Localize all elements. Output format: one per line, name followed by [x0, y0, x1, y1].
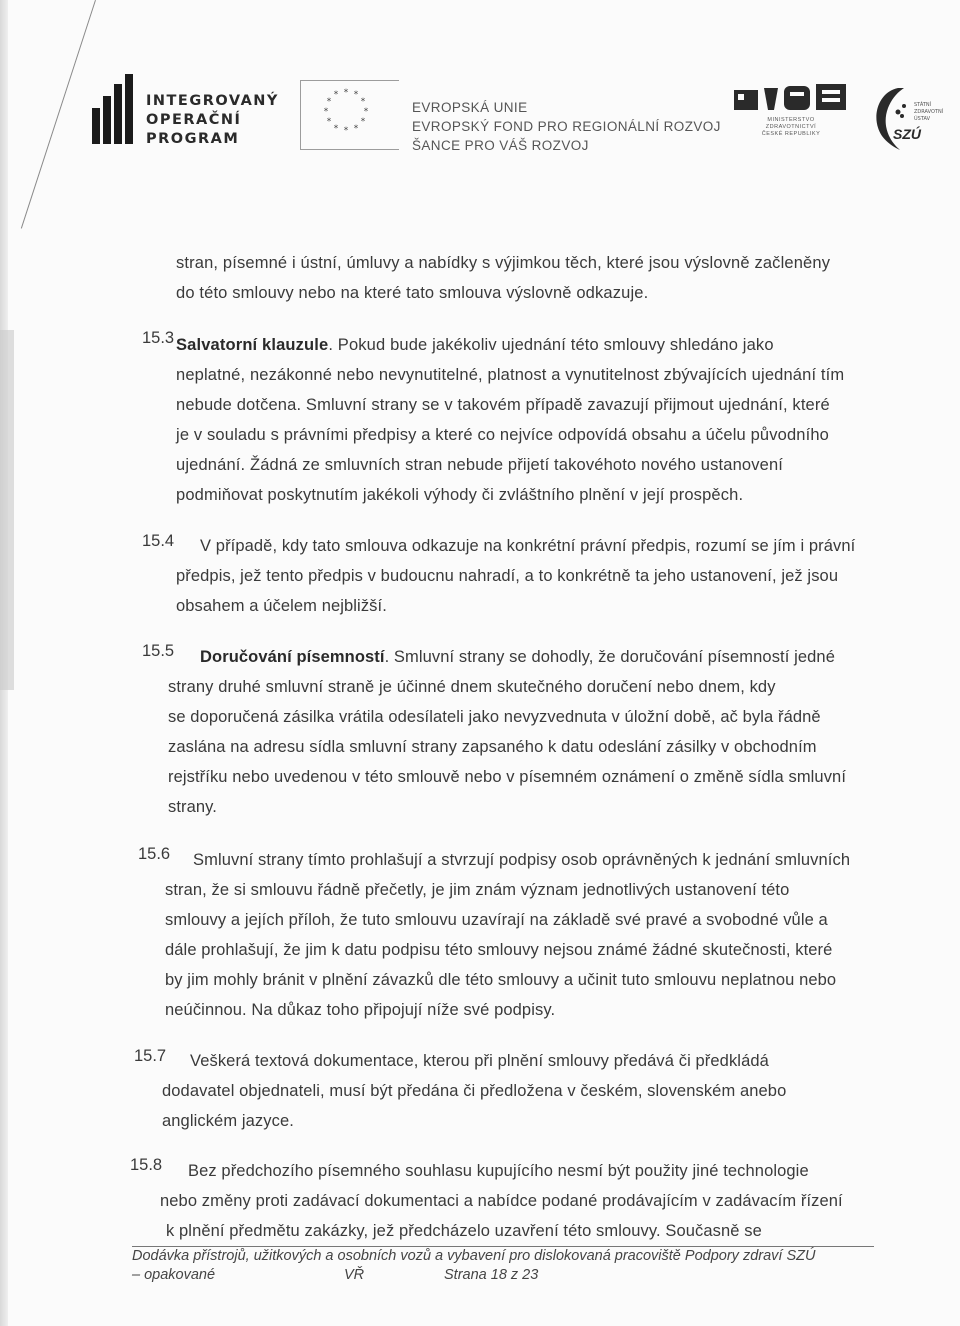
section-number: 15.8	[130, 1156, 163, 1174]
svg-text:ZDRAVOTNÍ: ZDRAVOTNÍ	[914, 109, 944, 115]
footer-title: Dodávka přístrojů, užitkových a osobních vozů a vybavení pro dislokovaná pracoviště Podpory zdraví SZÚ	[132, 1248, 816, 1264]
iop-logo-text: INTEGROVANÝ OPERAČNÍ PROGRAM	[146, 93, 279, 147]
section-15-7: Veškerá textová dokumentace, kterou při plnění smlouvy předává či předkládá dodavatel objednateli, musí být předána či předložena v českém, slovenském anebo anglickém jazyce.	[162, 1052, 787, 1130]
svg-text:*: *	[333, 90, 339, 100]
szu-logo-text: SZÚ	[893, 126, 921, 142]
svg-text:*: *	[353, 90, 359, 100]
section-15-3: Salvatorní klauzule. Pokud bude jakékoliv ujednání této smlouvy shledáno jako neplatné, nezákonné nebo nevynutitelné, platnost a vynutitelnost zbývajících ujednání tím nebude dotčena. Smluvní strany se v takovém případě zavazují přijmout ujednání, které je v souladu s právními předpisy a které co nejvíce odpovídá obsahu a účelu původního ujednání. Žádná ze smluvních stran nebude přijetí takovéhoto nového ustanovení podmiňovat poskytnutím jakékoli výhody či zvláštního plnění v její prospěch.	[176, 336, 845, 504]
section-heading: Doručování písemností	[200, 648, 385, 666]
section-15-6: Smluvní strany tímto prohlašují a stvrzují podpisy osob oprávněných k jednání smluvních stran, že si smlouvu řádně přečetly, je jim znám význam jednotlivých ustanovení této smlouvy a jejích příloh, že tuto smlouvu uzavírají na základě své pravé a svobodné vůle a dále prohlašují, že jim k datu podpisu této smlouvy nejsou známé žádné skutečnosti, které by jim mohly bránit v plnění závazků dle této smlouvy a učinit tuto smlouvu neplatnou nebo neúčinnou. Na důkaz toho připojují níže své podpisy.	[165, 851, 851, 1019]
page-number: Strana 18 z 23	[444, 1267, 539, 1283]
svg-text:STÁTNÍ: STÁTNÍ	[914, 102, 932, 108]
svg-text:*: *	[343, 126, 349, 136]
ministry-caption: MINISTERSTVO ZDRAVOTNICTVÍ ČESKÉ REPUBLIKY	[761, 117, 821, 137]
svg-text:*: *	[360, 97, 366, 107]
section-15-8: Bez předchozího písemného souhlasu kupujícího nesmí být použity jiné technologie nebo změny proti zadávací dokumentaci a nabídce podané prodávajícím v zadávacím řízení k plnění předmětu zakázky, jež předcházelo uzavření této smlouvy. Současně se	[160, 1162, 843, 1240]
section-15-4: V případě, kdy tato smlouva odkazuje na konkrétní právní předpis, rozumí se jím i právní předpis, jež tento předpis v budoucnu nahradí, a to konkrétně ta jeho ustanovení, jež jsou obsahem a účelem nejbližší.	[176, 537, 856, 615]
footer-subtitle: – opakované	[132, 1267, 216, 1283]
section-number: 15.5	[142, 642, 175, 660]
page-corner-line	[21, 0, 96, 229]
section-number: 15.7	[134, 1047, 167, 1065]
scan-shadow	[0, 330, 14, 690]
svg-text:*: *	[360, 117, 366, 127]
svg-text:*: *	[343, 88, 349, 98]
ministry-logo-icon	[734, 82, 850, 112]
section-number: 15.4	[142, 532, 175, 550]
section-number: 15.3	[142, 329, 175, 347]
iop-logo-icon	[92, 74, 138, 144]
svg-text:*: *	[326, 97, 332, 107]
svg-text:*: *	[353, 124, 359, 134]
section-heading: Salvatorní klauzule	[176, 336, 329, 354]
intro-paragraph: stran, písemné i ústní, úmluvy a nabídky s výjimkou těch, které jsou výslovně začleněny do této smlouvy nebo na které tato smlouva výslovně odkazuje.	[176, 254, 831, 302]
svg-text:*: *	[323, 107, 329, 117]
eu-logo-text: EVROPSKÁ UNIE EVROPSKÝ FOND PRO REGIONÁLNÍ ROZVOJ ŠANCE PRO VÁŠ ROZVOJ	[412, 100, 721, 153]
eu-stars-icon	[306, 84, 386, 144]
footer-tag: VŘ	[344, 1267, 365, 1283]
section-15-5: Doručování písemností. Smluvní strany se dohodly, že doručování písemností jedné strany druhé smluvní straně je účinné dnem skutečného doručení nebo dnem, kdy se doporučená zásilka vrátila odesílateli jako nevyzvednuta v úložní době, ač byla řádně zaslána na adresu sídla smluvní strany zapsaného k datu odeslání zásilky v obchodním rejstříku nebo uvedenou v této smlouvě nebo v písemném oznámení o změně sídla smluvní strany.	[168, 648, 847, 816]
svg-text:*: *	[333, 124, 339, 134]
section-number: 15.6	[138, 845, 171, 863]
page-footer	[132, 1247, 892, 1286]
svg-text:ÚSTAV: ÚSTAV	[914, 116, 931, 122]
svg-text:*: *	[363, 107, 369, 117]
svg-text:*: *	[326, 117, 332, 127]
